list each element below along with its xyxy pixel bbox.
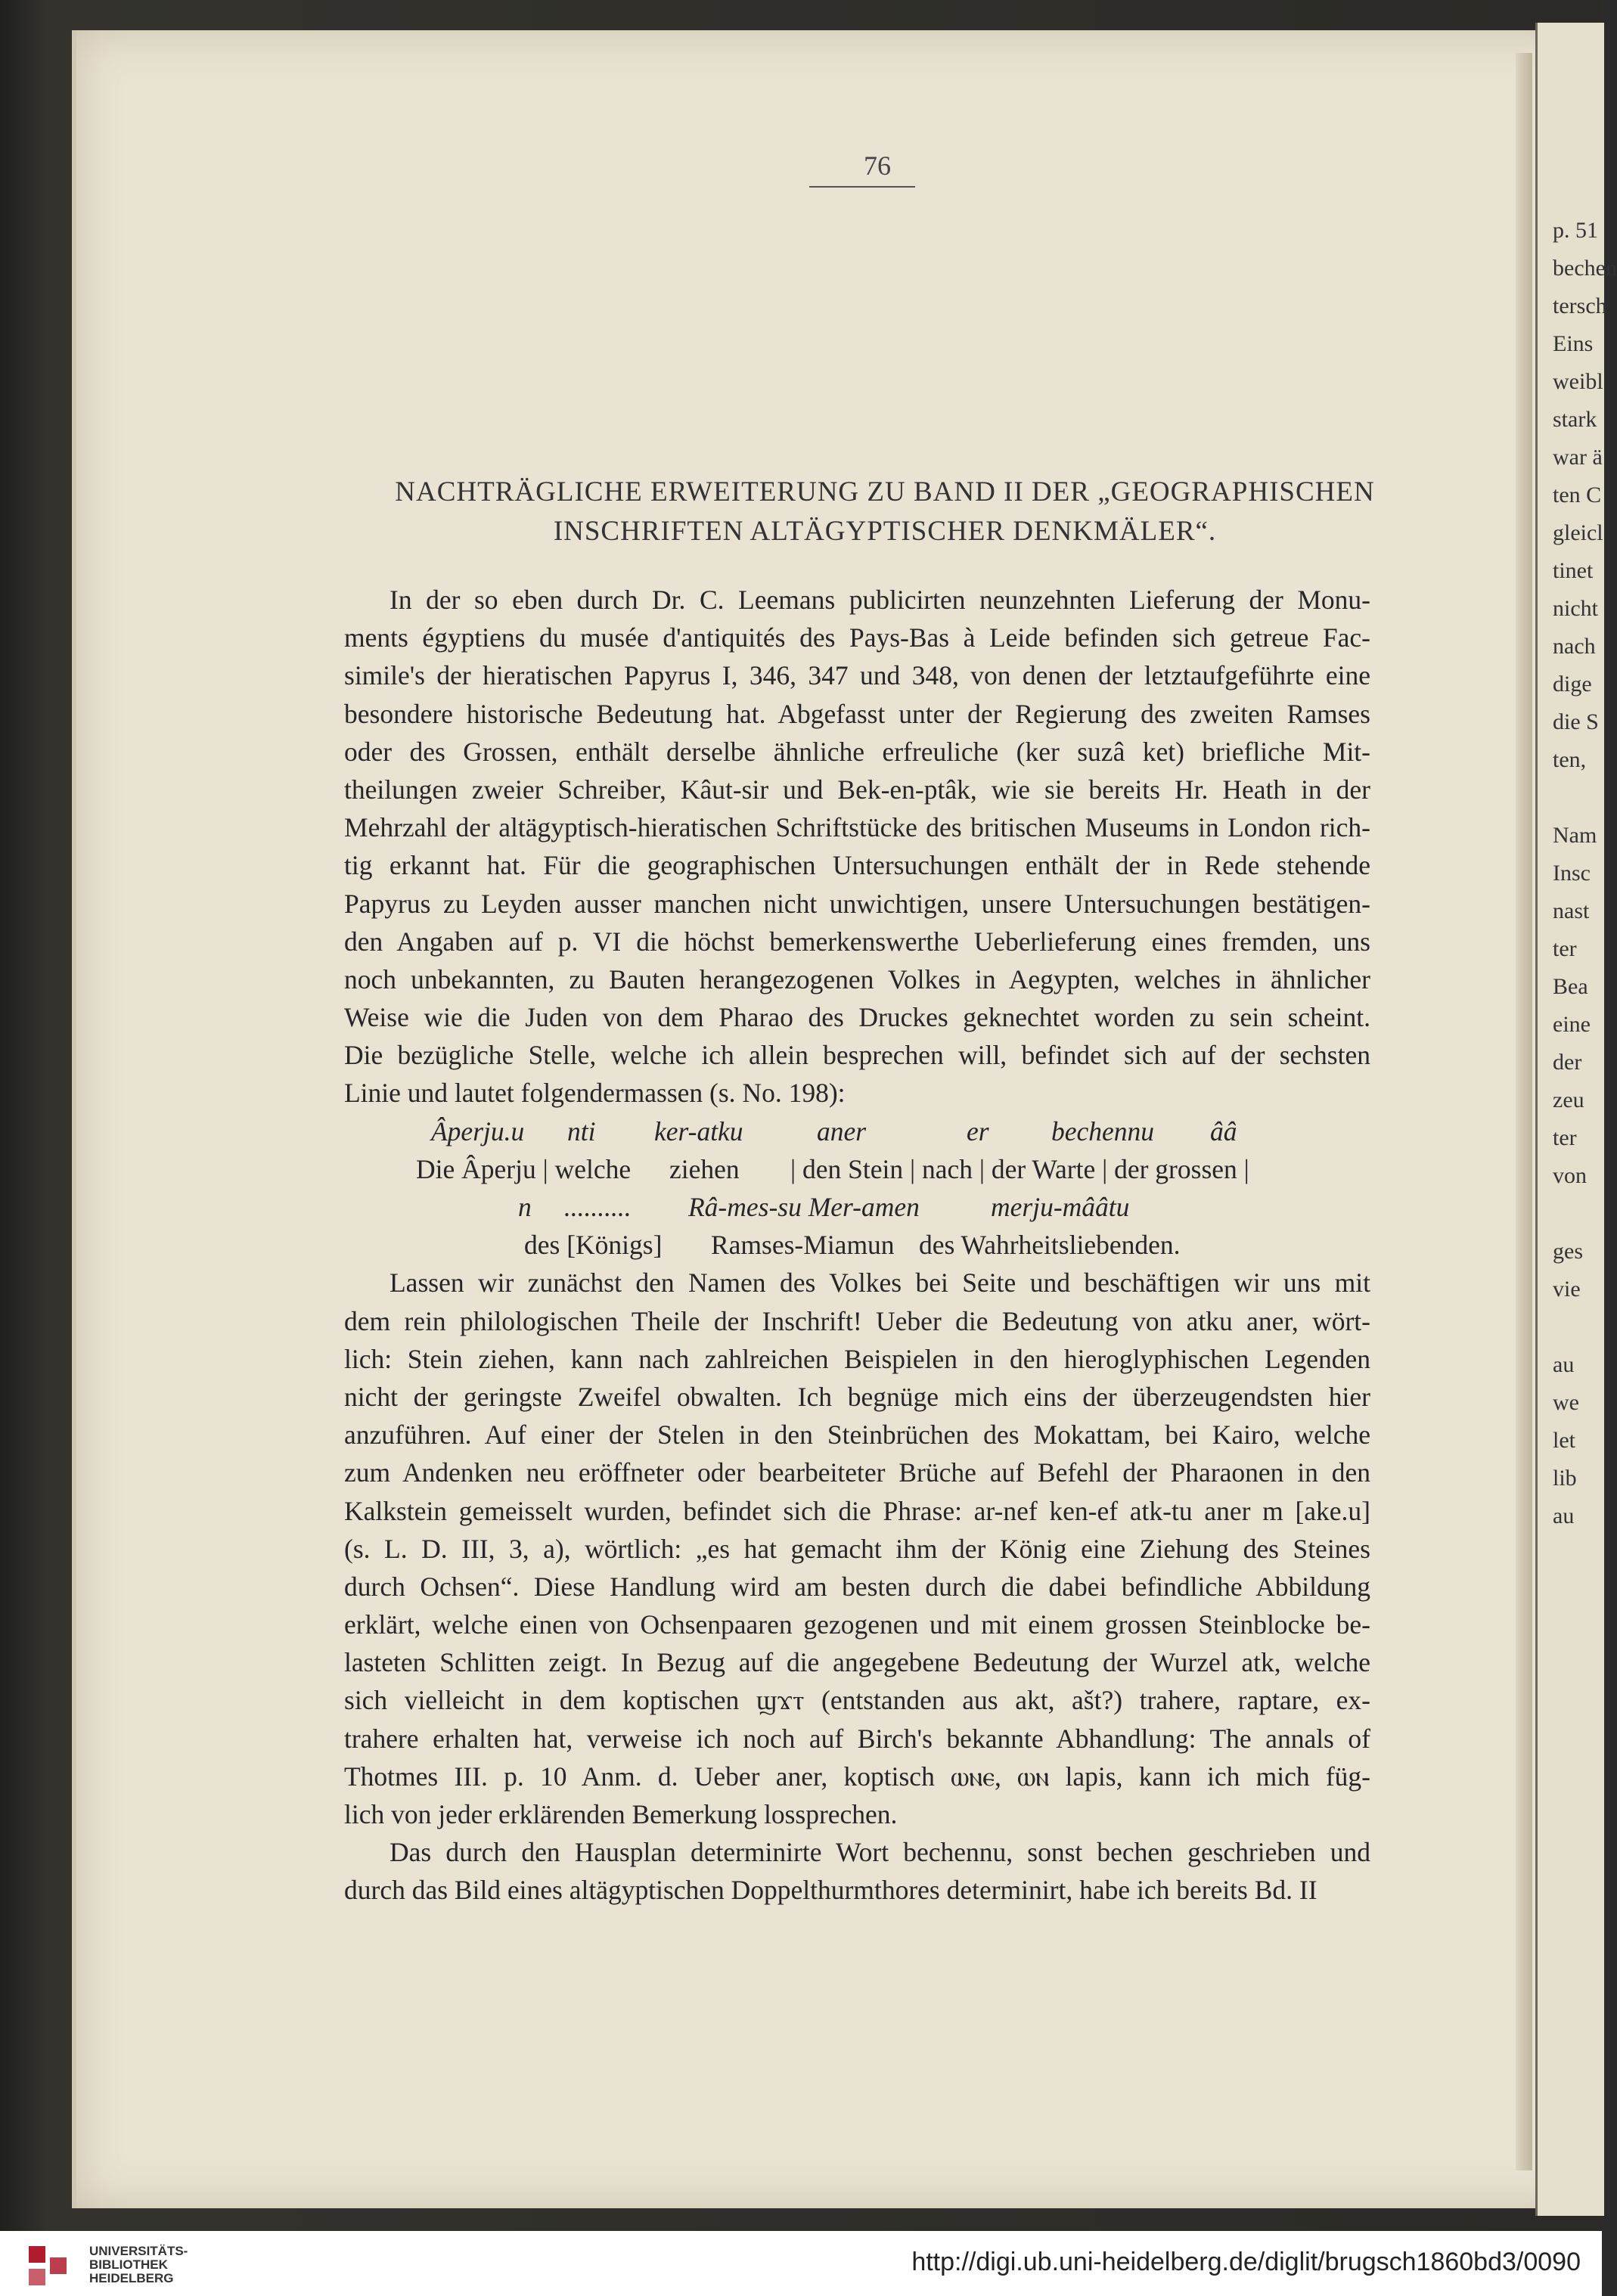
page-number-rule <box>809 186 915 188</box>
chapter-title <box>325 473 1445 551</box>
translation-segment: | den Stein | nach | der Warte | der grossen | <box>790 1153 1249 1184</box>
text-line: Die bezügliche Stelle, welche ich allein besprechen will, befindet sich auf der sechsten <box>344 1040 1370 1071</box>
opposite-page-fragment: eine <box>1553 1012 1591 1037</box>
paragraph-1 <box>344 581 1370 1112</box>
text-line: Weise wie die Juden von dem Pharao des Druckes geknechtet worden zu sein scheint. <box>344 1002 1370 1033</box>
transliteration-word: bechennu <box>1051 1115 1155 1146</box>
opposite-page-fragment: zeu <box>1553 1087 1584 1112</box>
transliteration-word: Râ-mes-su Mer-amen <box>688 1192 920 1222</box>
text-line: In der so eben durch Dr. C. Leemans publicirten neunzehnten Lieferung der Monu- <box>390 585 1370 615</box>
library-name-line: UNIVERSITÄTS- <box>89 2244 188 2258</box>
text-line: Thotmes III. p. 10 Anm. d. Ueber aner, koptisch ⲱⲛⲉ, ⲱⲛ lapis, kann ich mich füg- <box>344 1761 1370 1792</box>
text-line: lasteten Schlitten zeigt. In Bezug auf die angegebene Bedeutung der Wurzel atk, welche <box>344 1647 1370 1678</box>
transliteration-word: merju-mââtu <box>991 1192 1130 1222</box>
opposite-page-fragment <box>1553 1308 1617 1346</box>
interlinear-row-2 <box>344 1150 1370 1188</box>
text-line: Lassen wir zunächst den Namen des Volkes bei Seite und beschäftigen wir uns mit <box>390 1267 1370 1298</box>
opposite-page-fragment: let <box>1553 1428 1575 1453</box>
text-line: Das durch den Hausplan determinirte Wort bechennu, sonst bechen geschrieben und <box>390 1837 1370 1868</box>
opposite-page-fragment: dige <box>1553 672 1592 697</box>
translation-segment: Die Âperju | welche <box>416 1153 632 1184</box>
transliteration-word: Âperju.u <box>431 1115 525 1146</box>
text-line: Papyrus zu Leyden ausser manchen nicht unwichtigen, unsere Untersuchungen bestätigen- <box>344 888 1370 919</box>
transliteration-word: n <box>518 1192 532 1222</box>
opposite-page-fragment: nicht <box>1553 596 1598 621</box>
opposite-page <box>1535 23 1617 2216</box>
opposite-page-fragment: war ä <box>1553 445 1603 470</box>
opposite-page-fragment: bechen <box>1553 256 1617 281</box>
footer-bar <box>0 2231 1602 2296</box>
text-line: ments égyptiens du musée d'antiquités des Pays-Bas à Leide befinden sich getreue Fac- <box>344 622 1370 653</box>
opposite-page-fragment: ter <box>1553 936 1577 961</box>
translation-segment: des [Königs] <box>524 1230 663 1261</box>
interlinear-row-3 <box>344 1188 1370 1226</box>
text-line: simile's der hieratischen Papyrus I, 346, 347 und 348, von denen der letztaufgeführte eine <box>344 660 1370 691</box>
text-line: nicht der geringste Zweifel obwalten. Ich begnüge mich eins der überzeugendsten hier <box>344 1381 1370 1412</box>
transliteration-word: nti <box>567 1115 596 1146</box>
paragraph-3 <box>344 1833 1370 1909</box>
transliteration-word: er <box>967 1115 989 1146</box>
transliteration-word: ââ <box>1210 1115 1237 1146</box>
text-line: lich von jeder erklärenden Bemerkung lossprechen. <box>344 1799 898 1829</box>
opposite-page-fragment: ter <box>1553 1125 1577 1150</box>
text-line: tig erkannt hat. Für die geographischen Untersuchungen enthält der in Rede stehende <box>344 850 1370 881</box>
text-line: Mehrzahl der altägyptisch-hieratischen Schriftstücke des britischen Museums in London rich- <box>344 812 1370 843</box>
opposite-page-fragment: tersch <box>1553 293 1607 318</box>
opposite-page-fragment: die S <box>1553 709 1599 734</box>
text-line: durch das Bild eines altägyptischen Doppelthurmthores determinirt, habe ich bereits Bd. II <box>344 1875 1317 1906</box>
paragraph-2 <box>344 1264 1370 1833</box>
opposite-page-fragment: ges <box>1553 1239 1583 1264</box>
opposite-page-fragment: Nam <box>1553 823 1597 848</box>
opposite-page-fragment: Bea <box>1553 974 1588 999</box>
translation-segment: Ramses-Miamun <box>711 1230 895 1261</box>
opposite-page-fragment: Eins <box>1553 331 1594 356</box>
opposite-page-fragment: von <box>1553 1163 1587 1188</box>
text-line: trahere erhalten hat, verweise ich noch auf Birch's bekannte Abhandlung: The annals of <box>344 1723 1370 1754</box>
text-line: erklärt, welche einen von Ochsenpaaren gezogenen und mit einem grossen Steinblocke be- <box>344 1609 1370 1640</box>
opposite-page-fragment: nast <box>1553 898 1590 923</box>
opposite-page-fragment <box>1553 1195 1617 1233</box>
text-line: noch unbekannten, zu Bauten herangezogenen Volkes in Aegypten, welches in ähnlicher <box>344 963 1370 994</box>
opposite-page-fragment: gleicl <box>1553 520 1603 545</box>
text-line: dem rein philologischen Theile der Inschrift! Ueber die Bedeutung von atku aner, wört- <box>344 1305 1370 1336</box>
text-line: (s. L. D. III, 3, a), wörtlich: „es hat gemacht ihm der König eine Ziehung des Steines <box>344 1533 1370 1564</box>
transliteration-word: ker-atku <box>654 1115 743 1146</box>
text-line: Kalkstein gemeisselt wurden, befindet sich die Phrase: ar-nef ken-ef atk-tu aner m [ake.u] <box>344 1495 1370 1526</box>
transliteration-word: .......... <box>563 1192 631 1222</box>
opposite-page-fragment: ten C <box>1553 482 1602 507</box>
opposite-page-fragment: p. 51 <box>1553 218 1598 243</box>
text-line: theilungen zweier Schreiber, Kâut-sir und Bek-en-ptâk, wie sie bereits Hr. Heath in der <box>344 774 1370 805</box>
library-logo-icon <box>29 2246 77 2288</box>
opposite-page-fragment: Insc <box>1553 861 1591 886</box>
text-line: besondere historische Bedeutung hat. Abgefasst unter der Regierung des zweiten Ramses <box>344 698 1370 729</box>
text-line: Linie und lautet folgendermassen (s. No. 198): <box>344 1078 846 1109</box>
opposite-page-fragment: tinet <box>1553 558 1594 583</box>
translation-segment: ziehen <box>669 1153 740 1184</box>
page-number: 76 <box>864 150 891 181</box>
opposite-page-fragment: au <box>1553 1352 1575 1377</box>
title-line-2: INSCHRIFTEN ALTÄGYPTISCHER DENKMÄLER“. <box>553 516 1217 547</box>
interlinear-row-1 <box>344 1112 1370 1150</box>
interlinear-row-4 <box>344 1226 1370 1264</box>
text-line: anzuführen. Auf einer der Stelen in den Steinbrüchen des Mokattam, bei Kairo, welche <box>344 1419 1370 1451</box>
opposite-page-fragment: der <box>1553 1050 1582 1075</box>
opposite-page-text <box>1553 212 1617 1535</box>
opposite-page-fragment <box>1553 779 1617 817</box>
text-line: sich vielleicht in dem koptischen ϣϫⲧ (entstanden aus akt, ašt?) trahere, raptare, ex- <box>344 1685 1370 1716</box>
opposite-page-fragment: stark <box>1553 407 1597 432</box>
text-line: durch Ochsen“. Diese Handlung wird am besten durch die dabei befindliche Abbildung <box>344 1571 1370 1602</box>
text-line: den Angaben auf p. VI die höchst bemerkenswerthe Ueberlieferung eines fremden, uns <box>344 926 1370 957</box>
opposite-page-fragment: vie <box>1553 1277 1581 1302</box>
opposite-page-fragment: we <box>1553 1390 1579 1415</box>
transliteration-word: aner <box>817 1115 867 1146</box>
text-line: oder des Grossen, enthält derselbe ähnliche erfreuliche (ker suzâ ket) briefliche Mit- <box>344 736 1370 767</box>
library-name <box>89 2245 188 2285</box>
page-url-link[interactable]: http://digi.ub.uni-heidelberg.de/diglit/brugsch1860bd3/0090 <box>911 2248 1581 2276</box>
library-name-line: BIBLIOTHEK <box>89 2257 168 2272</box>
opposite-page-fragment: lib <box>1553 1466 1577 1491</box>
text-line: lich: Stein ziehen, kann nach zahlreichen Beispielen in den hieroglyphischen Legenden <box>344 1343 1370 1374</box>
text-line: zum Andenken neu eröffneter oder bearbeiteter Brüche auf Befehl der Pharaonen in den <box>344 1457 1370 1488</box>
opposite-page-fragment: weibl <box>1553 369 1603 394</box>
opposite-page-fragment: nach <box>1553 634 1596 659</box>
page-edge <box>1516 53 1532 2170</box>
library-name-line: HEIDELBERG <box>89 2271 174 2285</box>
body-text <box>344 581 1370 1910</box>
title-line-1: NACHTRÄGLICHE ERWEITERUNG ZU BAND II DER „GEOGRAPHISCHEN <box>395 476 1375 507</box>
translation-segment: des Wahrheitsliebenden. <box>919 1230 1181 1261</box>
opposite-page-fragment: au <box>1553 1503 1575 1528</box>
opposite-page-fragment: ten, <box>1553 747 1587 772</box>
